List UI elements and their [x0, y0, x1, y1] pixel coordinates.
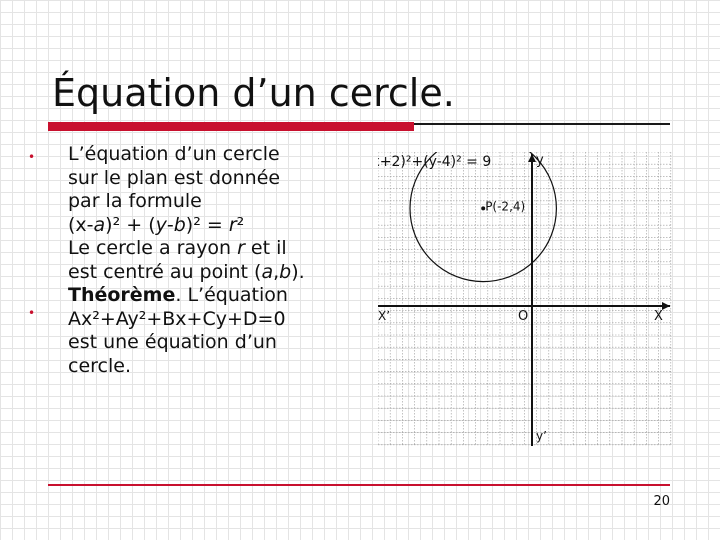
x-axis-arrow — [662, 302, 670, 310]
y-axis-label: y — [536, 153, 544, 168]
equation-label: (x+2)²+(y-4)² = 9 — [378, 154, 492, 170]
formula-var-y: y — [155, 213, 167, 236]
text-part: et il — [244, 237, 287, 259]
bullet-marker-2: • — [28, 306, 36, 320]
formula-part: ² — [236, 213, 245, 236]
radius-var: r — [237, 237, 245, 259]
formula-part: )² = — [185, 213, 229, 236]
bullet-1-line-5 — [68, 237, 368, 261]
circle-formula — [68, 214, 368, 238]
page-number: 20 — [653, 494, 670, 509]
formula-var-b: b — [173, 213, 186, 236]
text-part: ). — [291, 260, 305, 283]
y-negative-label: y’ — [536, 429, 547, 443]
bullet-2-line-2: Ax²+Ay²+Bx+Cy+D=0 — [68, 307, 286, 330]
coordinate-graph — [378, 152, 672, 446]
x-negative-label: X’ — [378, 309, 391, 323]
footer-rule — [48, 484, 670, 486]
center-label: P(-2,4) — [485, 199, 526, 214]
bullet-2-line-1 — [68, 284, 368, 308]
center-var-b: b — [279, 260, 292, 283]
graph-canvas — [378, 152, 672, 446]
bullet-2-line-4: cercle. — [68, 354, 131, 377]
text-part: est centré au point ( — [68, 260, 262, 283]
bullet-1-line-6 — [68, 261, 368, 285]
text-part: , — [273, 260, 280, 283]
center-var-a: a — [261, 260, 274, 283]
x-axis-label: X — [654, 309, 663, 324]
bullet-marker-1: • — [28, 150, 36, 164]
graph-grid — [378, 152, 672, 446]
bullet-1-line-3: par la formule — [68, 190, 202, 212]
text-part: . L’équation — [175, 284, 288, 306]
slide-body — [68, 143, 368, 378]
formula-var-r: r — [228, 213, 237, 236]
bullet-2-line-3: est une équation d’un — [68, 331, 277, 353]
theorem-label: Théorème — [68, 284, 176, 306]
formula-part: - — [166, 213, 174, 236]
text-part: Le cercle a rayon — [68, 237, 238, 259]
origin-label: O — [518, 309, 529, 324]
slide-title: Équation d’un cercle. — [52, 71, 455, 115]
y-axis-arrow — [528, 154, 536, 162]
bullet-1-line-1: L’équation d’un cercle — [68, 143, 280, 165]
formula-part: )² + ( — [105, 213, 156, 236]
formula-var-a: a — [93, 213, 106, 236]
circle-curve — [410, 152, 556, 282]
bullet-1-line-2: sur le plan est donnée — [68, 166, 281, 189]
title-accent-bar — [48, 122, 414, 131]
formula-part: (x- — [68, 213, 94, 236]
